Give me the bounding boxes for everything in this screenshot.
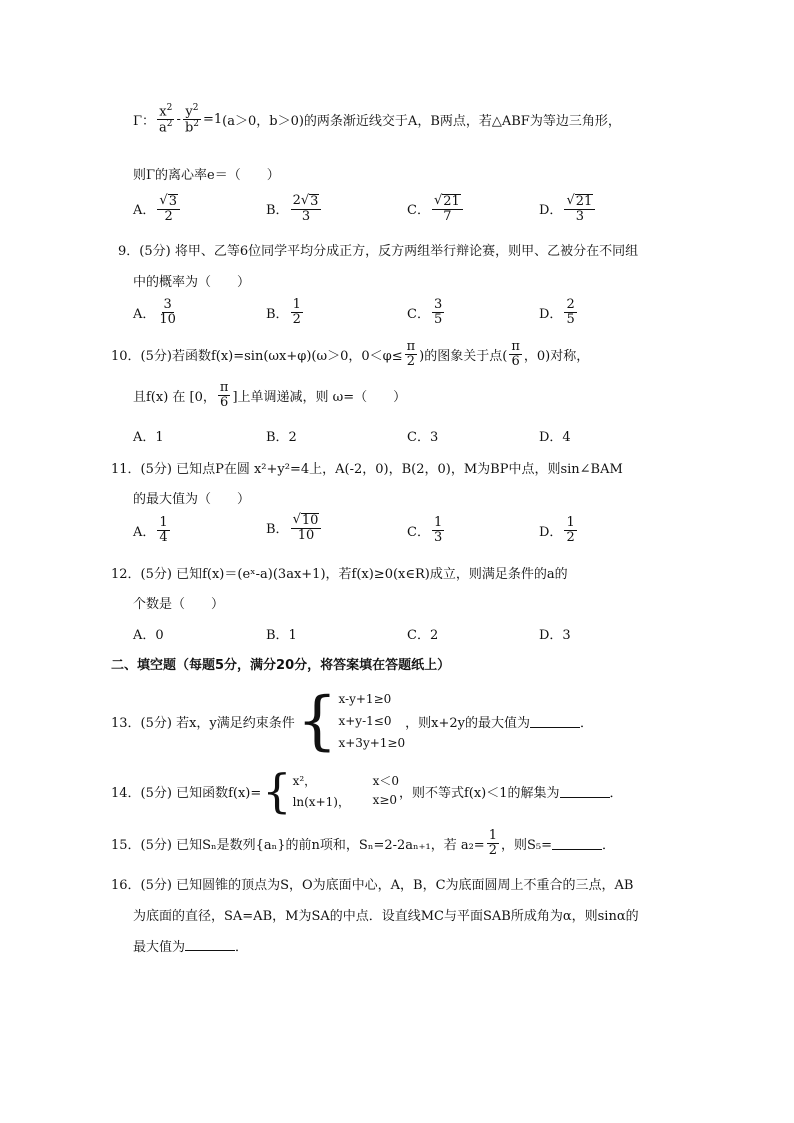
section-heading-fill-in: 二、填空题（每题5分，满分20分，将答案填在答题纸上） xyxy=(111,658,451,673)
q12-option-d: D．3 xyxy=(539,628,571,643)
q11-line1: 11．(5分) 已知点P在圆 x²+y²=4上，A(-2，0)，B(2，0)，M为BP中点，则sin∠BAM xyxy=(111,462,623,477)
q9-line1: 9．(5分) 将甲、乙等6位同学平均分成正方，反方两组举行辩论赛，则甲、乙被分在不同组 xyxy=(118,244,639,259)
q14-brace: { xyxy=(262,764,292,818)
q9-option-b: B． $\frac{1}{2}$ xyxy=(266,297,301,327)
q12-line1: 12．(5分) 已知f(x)＝(eˣ-a)(3ax+1)，若f(x)≥0(x∈R)成立，则满足条件的a的 xyxy=(111,567,568,582)
q15: 15．(5分) 已知Sₙ是数列{aₙ}的前n项和，Sₙ=2-2aₙ₊₁，若 a₂= $\frac{1}{2}$ ，则S₅= ． xyxy=(111,828,616,858)
q8-line1-text: (a＞0，b＞0)的两条渐近线交于A，B两点，若△ABF为等边三角形， xyxy=(222,113,621,129)
q13-brace: { xyxy=(296,684,338,758)
q13-answer-blank xyxy=(530,714,580,728)
q10-line1: 10．(5分)若函数f(x)=sin(ωx+φ)(ω＞0，0＜φ≤ $\frac{\pi}{2}$ )的图象关于点( $\frac{\pi}{6}$ ，0)对称， xyxy=(111,339,590,369)
q8-option-a: A． √ 3 2 xyxy=(133,194,182,223)
q12-option-a: A．0 xyxy=(133,628,164,643)
q10-option-d: D．4 xyxy=(539,430,571,445)
q11-option-d: D． $\frac{1}{2}$ xyxy=(539,515,575,545)
q8-line1: Γ： $\frac{x^2}{a^2}$ - $\frac{y^2}{b^2}$ =1 (a＞0，b＞0)的两条渐近线交于A，B两点，若△ABF为等边三角形， xyxy=(133,103,621,136)
q12-option-b: B．1 xyxy=(266,628,297,643)
q12-line2: 个数是（ ） xyxy=(133,597,225,612)
q11-option-c: C． $\frac{1}{3}$ xyxy=(407,515,443,545)
q9-option-c: C． $\frac{3}{5}$ xyxy=(407,297,443,327)
q16-line3: 最大值为 ． xyxy=(133,936,248,955)
q14-answer-blank xyxy=(560,784,610,798)
q11-option-a: A． $\frac{1}{4}$ xyxy=(133,515,168,545)
q16-answer-blank xyxy=(185,937,235,951)
q9-line2: 中的概率为（ ） xyxy=(133,275,251,290)
q11-option-b: B． √ 10 10 xyxy=(266,513,323,542)
q13-constraints: x-y+1≥0 x+y-1≤0 x+3y+1≥0 xyxy=(338,692,406,750)
q14-piecewise: x²， x＜0 ln(x+1)， x≥0 xyxy=(292,774,399,809)
q16-line2: 为底面的直径，SA=AB，M为SA的中点．设直线MC与平面SAB所成角为α，则sinα的 xyxy=(133,909,639,924)
q13: 13．(5分) 若x，y满足约束条件 { x-y+1≥0 x+y-1≤0 x+3y+1≥0 ，则x+2y的最大值为 ． xyxy=(111,684,593,758)
q8-gamma: Γ： xyxy=(133,113,156,129)
q15-answer-blank xyxy=(552,836,602,850)
q11-line2: 的最大值为（ ） xyxy=(133,492,251,507)
q8-option-d: D． √ 21 3 xyxy=(539,194,597,223)
q10-option-b: B．2 xyxy=(266,430,297,445)
q8-option-b: B． 2√ 3 3 xyxy=(266,194,323,223)
q8-frac-y: $\frac{y^2}{b^2}$ xyxy=(184,103,199,136)
q8-frac-x: $\frac{x^2}{a^2}$ xyxy=(159,103,173,136)
q16-line1: 16．(5分) 已知圆锥的顶点为S，O为底面中心，A，B，C为底面圆周上不重合的三点，AB xyxy=(111,878,634,893)
q10-option-c: C．3 xyxy=(407,430,439,445)
q8-line2: 则Γ的离心率e＝（ ） xyxy=(133,168,280,183)
q9-option-a: A． $\frac{3}{10}$ xyxy=(133,297,176,327)
q8-option-c: C． √ 21 7 xyxy=(407,194,465,223)
q12-option-c: C．2 xyxy=(407,628,439,643)
q10-option-a: A．1 xyxy=(133,430,164,445)
q10-line2: 且f(x) 在 [0， $\frac{\pi}{6}$ ]上单调递减，则 ω=（ ） xyxy=(133,380,407,410)
q9-option-d: D． $\frac{2}{5}$ xyxy=(539,297,575,327)
q14: 14．(5分) 已知函数f(x)= { x²， x＜0 ln(x+1)， x≥0 ，则不等式f(x)＜1的解集为 ． xyxy=(111,764,623,818)
